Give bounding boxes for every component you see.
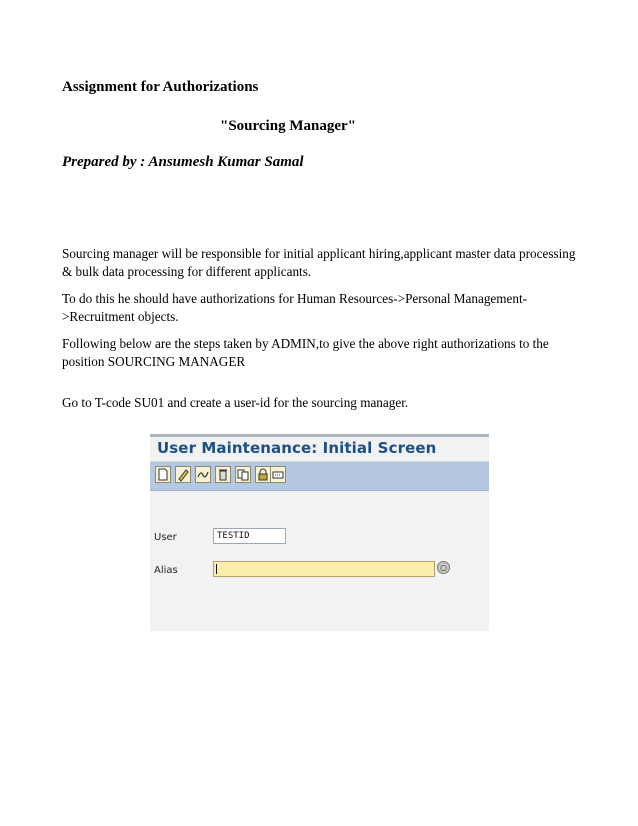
paragraph-responsibility: Sourcing manager will be responsible for initial applicant hiring,applicant master data processing & bulk data processing for different applicants. bbox=[62, 246, 576, 279]
password-icon[interactable] bbox=[270, 466, 286, 483]
display-icon[interactable] bbox=[195, 466, 211, 483]
user-input[interactable]: TESTID bbox=[213, 528, 286, 544]
create-icon[interactable] bbox=[155, 466, 171, 483]
alias-input[interactable] bbox=[213, 561, 435, 577]
lock-icon[interactable] bbox=[255, 466, 271, 483]
value-help-icon[interactable]: ○ bbox=[437, 561, 450, 574]
author-line: Prepared by : Ansumesh Kumar Samal bbox=[62, 154, 304, 170]
copy-icon[interactable] bbox=[235, 466, 251, 483]
paragraph-tcode: Go to T-code SU01 and create a user-id for the sourcing manager. bbox=[62, 395, 409, 410]
screenshot-top-border bbox=[150, 434, 489, 437]
sap-screen-title: User Maintenance: Initial Screen bbox=[157, 439, 437, 457]
document-title: Assignment for Authorizations bbox=[62, 79, 259, 95]
change-icon[interactable] bbox=[175, 466, 191, 483]
alias-label: Alias bbox=[154, 565, 178, 576]
text-cursor bbox=[216, 564, 217, 574]
paragraph-steps: Following below are the steps taken by ADMIN,to give the above right authorizations to the position SOURCING MANAGER bbox=[62, 336, 549, 369]
paragraph-authorizations: To do this he should have authorizations for Human Resources->Personal Management->Recruitment objects. bbox=[62, 291, 528, 324]
user-label: User bbox=[154, 532, 177, 543]
sap-toolbar bbox=[150, 461, 489, 491]
delete-icon[interactable] bbox=[215, 466, 231, 483]
document-subtitle: "Sourcing Manager" bbox=[220, 118, 356, 134]
sap-screenshot bbox=[150, 434, 489, 631]
